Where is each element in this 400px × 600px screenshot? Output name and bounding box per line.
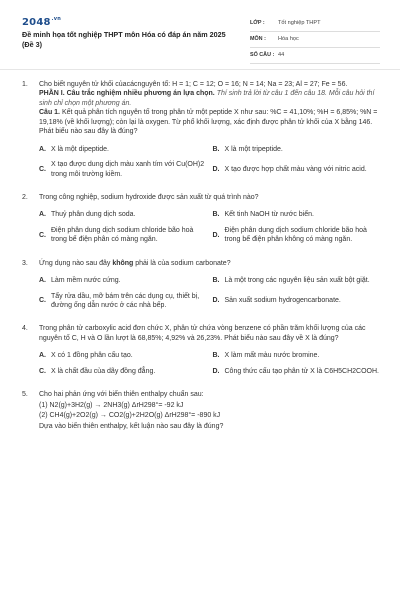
option-letter: D. bbox=[212, 165, 220, 173]
option-c[interactable] bbox=[39, 160, 207, 179]
header bbox=[22, 16, 380, 66]
question-3 bbox=[22, 259, 380, 311]
part-label: PHẦN I. Câu trắc nghiệm nhiều phương án lựa chọn. bbox=[39, 90, 215, 98]
option-letter: C. bbox=[39, 231, 46, 239]
logo-main: 2048 bbox=[22, 17, 51, 28]
question-text bbox=[39, 259, 380, 268]
option-text: Điện phân dung dịch sodium chloride bão hoà trong bể điện phân có màng ngăn. bbox=[51, 226, 194, 244]
option-letter: B. bbox=[212, 277, 220, 285]
option-text: X là một tripeptide. bbox=[224, 145, 283, 153]
option-letter: D. bbox=[212, 231, 220, 239]
meta-row-count bbox=[250, 48, 380, 64]
reaction-2: (2) CH4(g)+2O2(g) → CO2(g)+2H2O(g) ΔrH298°= -890 kJ bbox=[39, 412, 221, 420]
option-d[interactable] bbox=[213, 226, 381, 245]
option-text: Thuỷ phân dung dịch soda. bbox=[51, 211, 136, 219]
option-letter: D. bbox=[212, 367, 220, 375]
question-text: Trong công nghiệp, sodium hydroxide được sản xuất từ quá trình nào? bbox=[39, 193, 259, 201]
meta-key: MÔN : bbox=[250, 35, 266, 42]
option-letter: A. bbox=[39, 145, 46, 153]
part-heading bbox=[39, 89, 380, 108]
option-text: Tẩy rửa dầu, mỡ bám trên các dụng cụ, thiết bị, đường ống dẫn nước ở các nhà bếp. bbox=[51, 292, 200, 309]
question-prompt: Dựa vào biến thiên enthalpy, kết luận nào sau đây là đúng? bbox=[39, 422, 224, 430]
question-list bbox=[22, 80, 380, 445]
answer-options bbox=[39, 276, 380, 310]
question-text: Cho biết nguyên tử khối củacácnguyên tố: H = 1; C = 12; O = 16; N = 14; Na = 23; Al = 27; Fe = 56. bbox=[39, 81, 348, 88]
question-4 bbox=[22, 324, 380, 376]
option-a[interactable] bbox=[39, 351, 207, 360]
meta-row-class bbox=[250, 16, 380, 32]
question-5 bbox=[22, 390, 380, 431]
exam-meta bbox=[250, 16, 380, 64]
question-number: 3. bbox=[22, 259, 28, 267]
question-2 bbox=[22, 193, 380, 245]
option-letter: D. bbox=[212, 297, 220, 305]
option-b[interactable] bbox=[213, 145, 381, 154]
option-letter: A. bbox=[39, 277, 46, 285]
question-number: 4. bbox=[22, 325, 28, 333]
option-a[interactable] bbox=[39, 145, 207, 154]
option-text: Điện phân dung dịch sodium chloride bão hoà trong bể điện phân không có màng ngăn. bbox=[224, 226, 367, 244]
option-letter: C. bbox=[39, 297, 46, 305]
question-text-start: Ứng dụng nào sau đây bbox=[39, 259, 113, 267]
question-number: 2. bbox=[22, 193, 28, 201]
option-letter: B. bbox=[212, 211, 220, 219]
reaction-1: (1) N2(g)+3H2(g) → 2NH3(g) ΔrH298°= -92 kJ bbox=[39, 401, 184, 409]
meta-value: Tốt nghiệp THPT bbox=[278, 19, 321, 26]
option-b[interactable] bbox=[213, 210, 381, 219]
option-text: X là chất đầu của dãy đồng đẳng. bbox=[51, 367, 156, 375]
option-text: X là một dipeptide. bbox=[51, 145, 109, 153]
option-text: Công thức cấu tạo phân tử X là C6H5CH2COOH. bbox=[224, 367, 379, 375]
option-d[interactable] bbox=[213, 367, 381, 376]
option-letter: A. bbox=[39, 211, 46, 219]
answer-options bbox=[39, 210, 380, 244]
option-text: X tạo được dung dịch màu xanh tím với Cu(OH)2 trong môi trường kiềm. bbox=[51, 161, 205, 178]
option-text: Kết tinh NaOH từ nước biển. bbox=[224, 211, 314, 219]
question-emphasis: không bbox=[112, 259, 134, 267]
option-a[interactable] bbox=[39, 276, 207, 285]
page-title: Đề minh họa tốt nghiệp THPT môn Hóa có đáp án năm 2025 (Đề 3) bbox=[22, 30, 226, 50]
option-d[interactable] bbox=[213, 160, 381, 179]
question-number: 5. bbox=[22, 391, 28, 399]
option-c[interactable] bbox=[39, 367, 207, 376]
option-letter: B. bbox=[212, 145, 220, 153]
meta-key: SỐ CÂU : bbox=[250, 51, 275, 58]
option-text: Là một trong các nguyên liệu sản xuất bột giặt. bbox=[224, 277, 370, 285]
option-d[interactable] bbox=[213, 292, 381, 311]
option-text: X làm mất màu nước bromine. bbox=[224, 352, 320, 360]
cau-label: Câu 1. bbox=[39, 109, 61, 117]
option-letter: C. bbox=[39, 165, 46, 173]
option-b[interactable] bbox=[213, 351, 381, 360]
header-divider bbox=[0, 69, 400, 70]
option-c[interactable] bbox=[39, 292, 207, 311]
option-b[interactable] bbox=[213, 276, 381, 285]
part-instruction: Thí sinh trả lời từ câu 1 đến câu 18. Mỗi câu hỏi thí sinh chỉ chọn một phương án. bbox=[39, 90, 375, 107]
option-text: X có 1 đồng phân cấu tạo. bbox=[51, 352, 133, 360]
option-c[interactable] bbox=[39, 226, 207, 245]
meta-row-subject bbox=[250, 32, 380, 48]
logo-suffix: .vn bbox=[51, 16, 61, 22]
question-text: Cho hai phản ứng với biến thiên enthalpy chuẩn sau: bbox=[39, 391, 204, 399]
option-text: Sản xuất sodium hydrogencarbonate. bbox=[224, 297, 341, 305]
question-text-end: phải là của sodium carbonate? bbox=[133, 259, 231, 267]
option-text: Làm mềm nước cứng. bbox=[51, 277, 121, 285]
answer-options bbox=[39, 145, 380, 179]
meta-value: Hóa học bbox=[278, 35, 299, 42]
question-1 bbox=[22, 80, 380, 179]
meta-key: LỚP : bbox=[250, 19, 265, 26]
question-number: 1. bbox=[22, 81, 28, 88]
option-a[interactable] bbox=[39, 210, 207, 219]
option-text: X tạo được hợp chất màu vàng với nitric acid. bbox=[224, 165, 367, 173]
site-logo[interactable] bbox=[22, 16, 61, 30]
question-text: Trong phân tử carboxylic acid đơn chức X, phân tử chứa vòng benzene có phần trăm khối lượng của các nguyên tố C, H và O lần lượt là 68,85%; 4,92% và 26,23%. Phát biểu nào sau đây về X là đúng? bbox=[39, 325, 366, 342]
cau-1 bbox=[39, 108, 380, 136]
meta-value: 44 bbox=[278, 51, 285, 58]
option-letter: B. bbox=[212, 352, 220, 360]
option-letter: A. bbox=[39, 352, 46, 360]
option-letter: C. bbox=[39, 367, 46, 375]
cau-text: Kết quả phân tích nguyên tố trong phân tử một peptide X như sau: %C = 41,10%; %H = 6,85%; %N = 19,18% (về khối lượng); còn lại là oxygen. Từ phổ khối lượng, xác định được phân tử khối của X bằng 146. Phát biểu nào sau đây là đúng? bbox=[39, 109, 378, 136]
answer-options bbox=[39, 351, 380, 376]
